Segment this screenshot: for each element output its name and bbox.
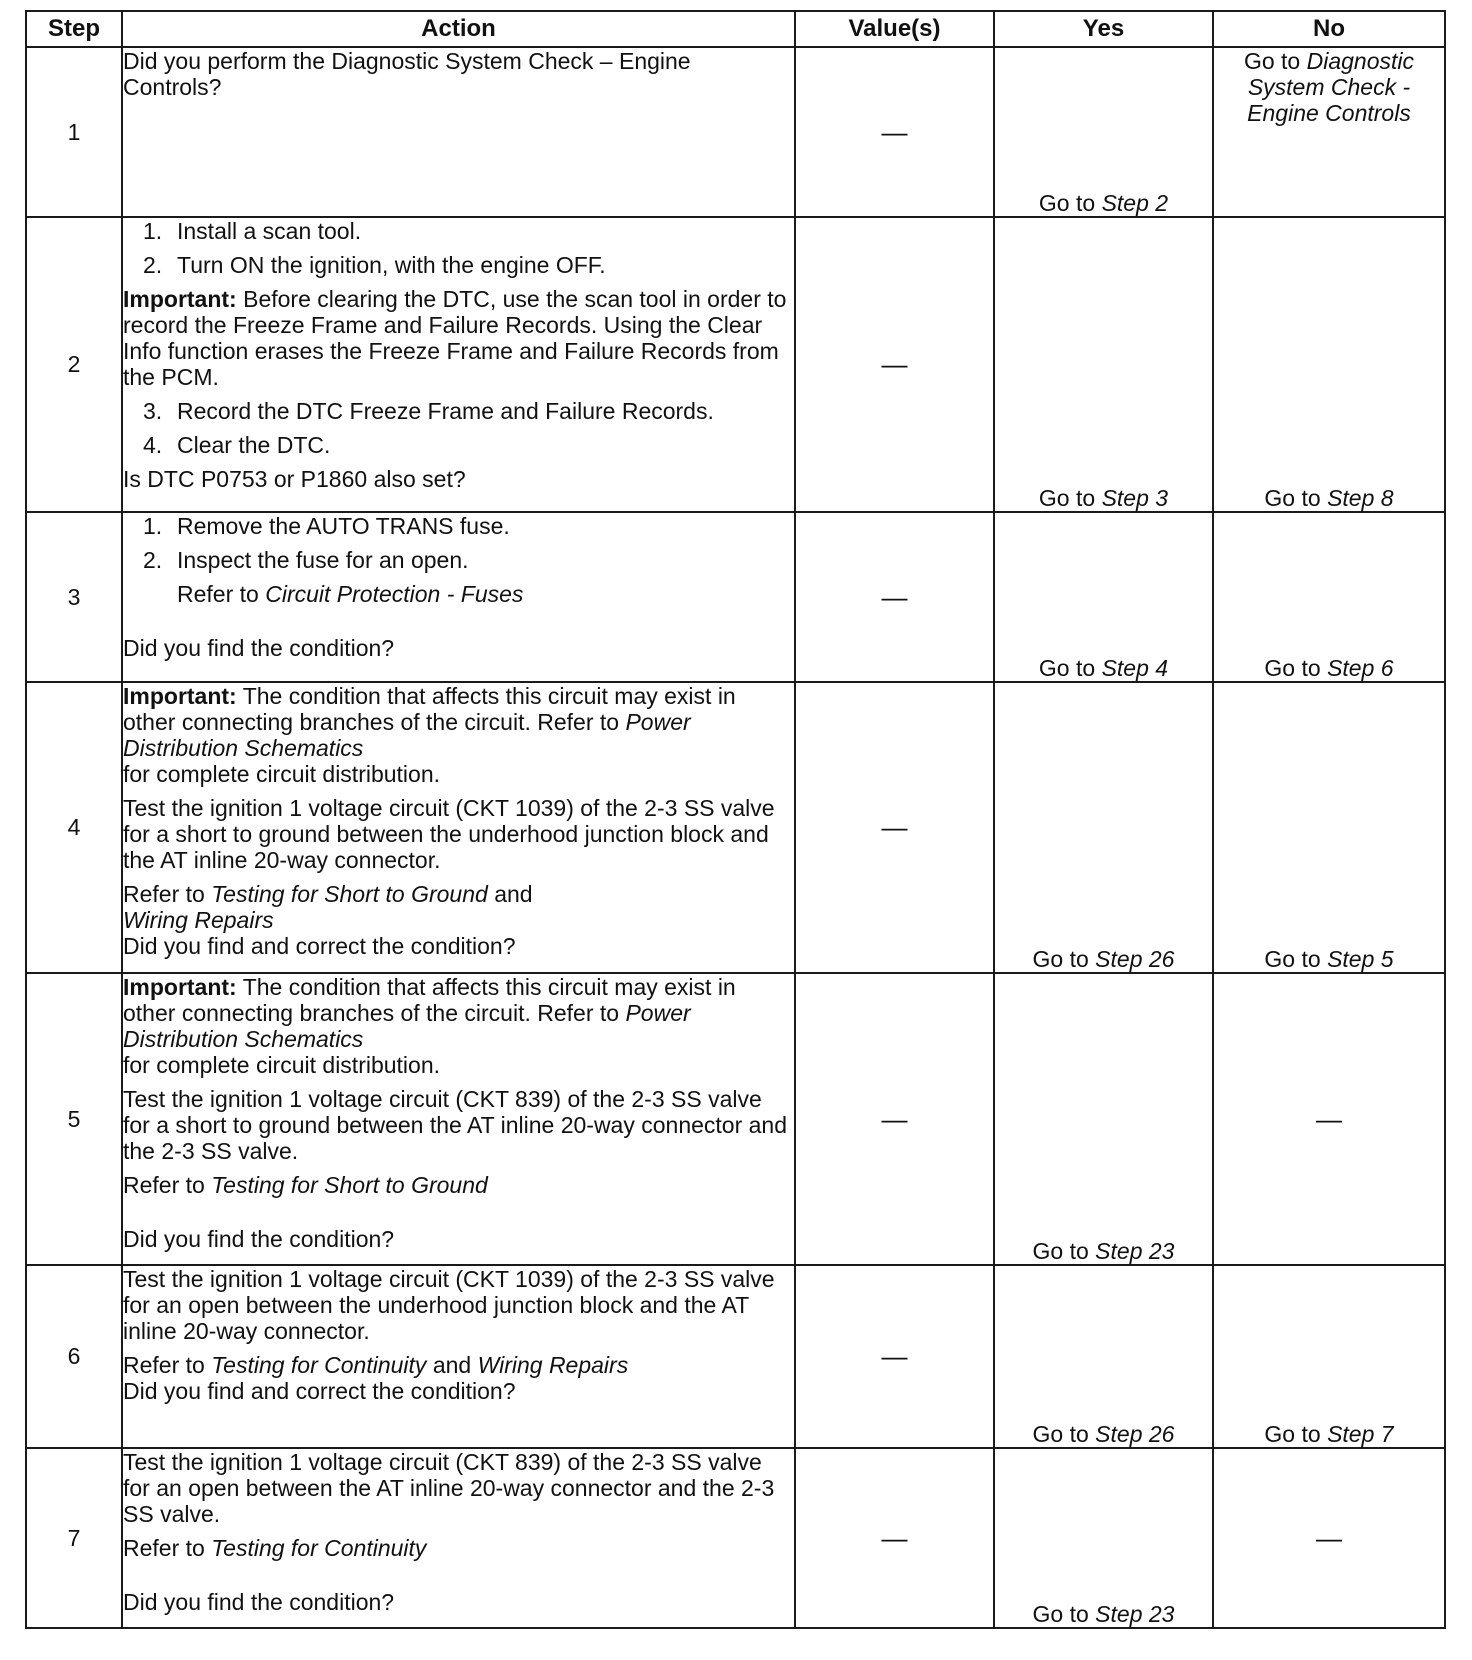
- refer-note: Refer to Testing for Short to Ground: [123, 1172, 488, 1198]
- no-cell: Go to Step 8: [1213, 217, 1445, 512]
- yes-cell: [994, 47, 1213, 217]
- step-number: 6: [26, 1265, 122, 1448]
- refer-link[interactable]: Testing for Short to Ground: [211, 1172, 488, 1198]
- step-number: 3: [26, 512, 122, 682]
- header-action: Action: [122, 11, 795, 47]
- refer-note: Refer to Circuit Protection - Fuses: [177, 581, 524, 607]
- table-row: [26, 1448, 1445, 1628]
- no-cell: Go to Step 5: [1213, 682, 1445, 973]
- yes-cell: Go to Step 26: [994, 1265, 1213, 1448]
- step-number: 1: [26, 47, 122, 217]
- header-yes: Yes: [994, 11, 1213, 47]
- header-step: Step: [26, 11, 122, 47]
- table-row: [26, 682, 1445, 973]
- action-cell: [122, 973, 795, 1265]
- action-cell: [122, 1265, 795, 1448]
- action-cell: [122, 1448, 795, 1628]
- test-instruction: Test the ignition 1 voltage circuit (CKT 839) of the 2-3 SS valve for a short to ground between the AT inline 20-way connector and the 2-3 SS valve.: [123, 1086, 788, 1164]
- diagnostic-table: [25, 10, 1446, 1629]
- refer-note: Refer to Testing for Continuity: [123, 1535, 427, 1561]
- yes-prefix: Go to: [1038, 190, 1096, 216]
- value-cell: —: [795, 1265, 994, 1448]
- test-instruction: Test the ignition 1 voltage circuit (CKT 839) of the 2-3 SS valve for an open between the AT inline 20-way connector and the 2-3 SS valve.: [123, 1449, 775, 1527]
- list-item: 1. Install a scan tool.: [143, 218, 362, 244]
- value-cell: —: [795, 682, 994, 973]
- action-question: Did you perform the Diagnostic System Check – Engine Controls?: [123, 48, 691, 100]
- yes-step-link[interactable]: Step 3: [1101, 485, 1169, 511]
- test-instruction: Test the ignition 1 voltage circuit (CKT 1039) of the 2-3 SS valve for an open between the underhood junction block and the AT inline 20-way connector.: [123, 1266, 775, 1344]
- no-step-link[interactable]: Step 7: [1327, 1421, 1394, 1447]
- yes-cell: Go to Step 3: [994, 217, 1213, 512]
- no-step-link[interactable]: Step 6: [1327, 655, 1394, 681]
- action-cell: [122, 47, 795, 217]
- action-cell: [122, 512, 795, 682]
- yes-cell: Go to Step 26: [994, 682, 1213, 973]
- value-cell: —: [795, 512, 994, 682]
- refer-link[interactable]: Testing for Short to Ground: [211, 881, 488, 907]
- action-cell: [122, 217, 795, 512]
- yes-step-link[interactable]: Step 26: [1095, 946, 1175, 972]
- action-question: Did you find the condition?: [123, 1589, 395, 1615]
- step-number: 5: [26, 973, 122, 1265]
- important-note: Important: The condition that affects this circuit may exist in other connecting branches of the circuit. Refer to Power Distribution Schematics for complete circuit distribution.: [123, 683, 736, 787]
- action-question: Did you find the condition?: [123, 1226, 395, 1252]
- list-item: 2. Turn ON the ignition, with the engine OFF.: [143, 252, 606, 278]
- refer-link[interactable]: Wiring Repairs: [477, 1352, 629, 1378]
- no-cell: Go to Step 7: [1213, 1265, 1445, 1448]
- step-number: 2: [26, 217, 122, 512]
- action-question: Did you find and correct the condition?: [123, 933, 516, 959]
- yes-step-link[interactable]: Step 23: [1095, 1601, 1175, 1627]
- refer-link[interactable]: Testing for Continuity: [211, 1535, 427, 1561]
- table-row: [26, 512, 1445, 682]
- important-note: Important: Before clearing the DTC, use the scan tool in order to record the Freeze Frame and Failure Records. Using the Clear Info function erases the Freeze Frame and Failure Records from the PCM.: [123, 286, 787, 390]
- no-step-link[interactable]: Step 5: [1327, 946, 1394, 972]
- yes-step-link[interactable]: Step 4: [1101, 655, 1169, 681]
- refer-link[interactable]: Wiring Repairs: [123, 907, 274, 933]
- action-question: Did you find the condition?: [123, 635, 395, 661]
- no-step-link[interactable]: Step 8: [1327, 485, 1394, 511]
- list-item: 3. Record the DTC Freeze Frame and Failure Records.: [143, 398, 714, 424]
- value-cell: —: [795, 217, 994, 512]
- yes-cell: Go to Step 23: [994, 973, 1213, 1265]
- yes-step-link[interactable]: Step 2: [1101, 190, 1169, 216]
- table-row: [26, 973, 1445, 1265]
- refer-note: Refer to Testing for Continuity and Wiring Repairs: [123, 1352, 629, 1378]
- no-step-link[interactable]: Diagnostic System Check - Engine Controls: [1247, 48, 1415, 126]
- list-item: 4. Clear the DTC.: [143, 432, 331, 458]
- action-question: Is DTC P0753 or P1860 also set?: [123, 466, 466, 492]
- header-row: [26, 11, 1445, 47]
- value-cell: —: [795, 1448, 994, 1628]
- refer-link[interactable]: Power Distribution Schematics: [123, 1000, 691, 1052]
- step-number: 7: [26, 1448, 122, 1628]
- yes-cell: Go to Step 4: [994, 512, 1213, 682]
- action-question: Did you find and correct the condition?: [123, 1378, 516, 1404]
- step-number: 4: [26, 682, 122, 973]
- table-row: [26, 47, 1445, 217]
- refer-note: Refer to Testing for Short to Ground and Wiring Repairs: [123, 881, 533, 933]
- no-cell: —: [1213, 1448, 1445, 1628]
- no-prefix: Go to: [1243, 48, 1301, 74]
- action-cell: [122, 682, 795, 973]
- yes-cell: Go to Step 23: [994, 1448, 1213, 1628]
- no-cell: [1213, 47, 1445, 217]
- header-no: No: [1213, 11, 1445, 47]
- refer-link[interactable]: Power Distribution Schematics: [123, 709, 691, 761]
- no-cell: Go to Step 6: [1213, 512, 1445, 682]
- no-cell: —: [1213, 973, 1445, 1265]
- refer-link[interactable]: Testing for Continuity: [211, 1352, 427, 1378]
- refer-link[interactable]: Circuit Protection - Fuses: [265, 581, 524, 607]
- value-cell: —: [795, 47, 994, 217]
- list-item: 1. Remove the AUTO TRANS fuse.: [143, 513, 510, 539]
- table-row: [26, 1265, 1445, 1448]
- test-instruction: Test the ignition 1 voltage circuit (CKT 1039) of the 2-3 SS valve for a short to ground between the underhood junction block and the AT inline 20-way connector.: [123, 795, 775, 873]
- value-cell: —: [795, 973, 994, 1265]
- yes-step-link[interactable]: Step 26: [1095, 1421, 1175, 1447]
- table-row: [26, 217, 1445, 512]
- yes-step-link[interactable]: Step 23: [1095, 1238, 1175, 1264]
- list-item: 2. Inspect the fuse for an open.: [143, 547, 469, 573]
- header-values: Value(s): [795, 11, 994, 47]
- important-note: Important: The condition that affects this circuit may exist in other connecting branches of the circuit. Refer to Power Distribution Schematics for complete circuit distribution.: [123, 974, 736, 1078]
